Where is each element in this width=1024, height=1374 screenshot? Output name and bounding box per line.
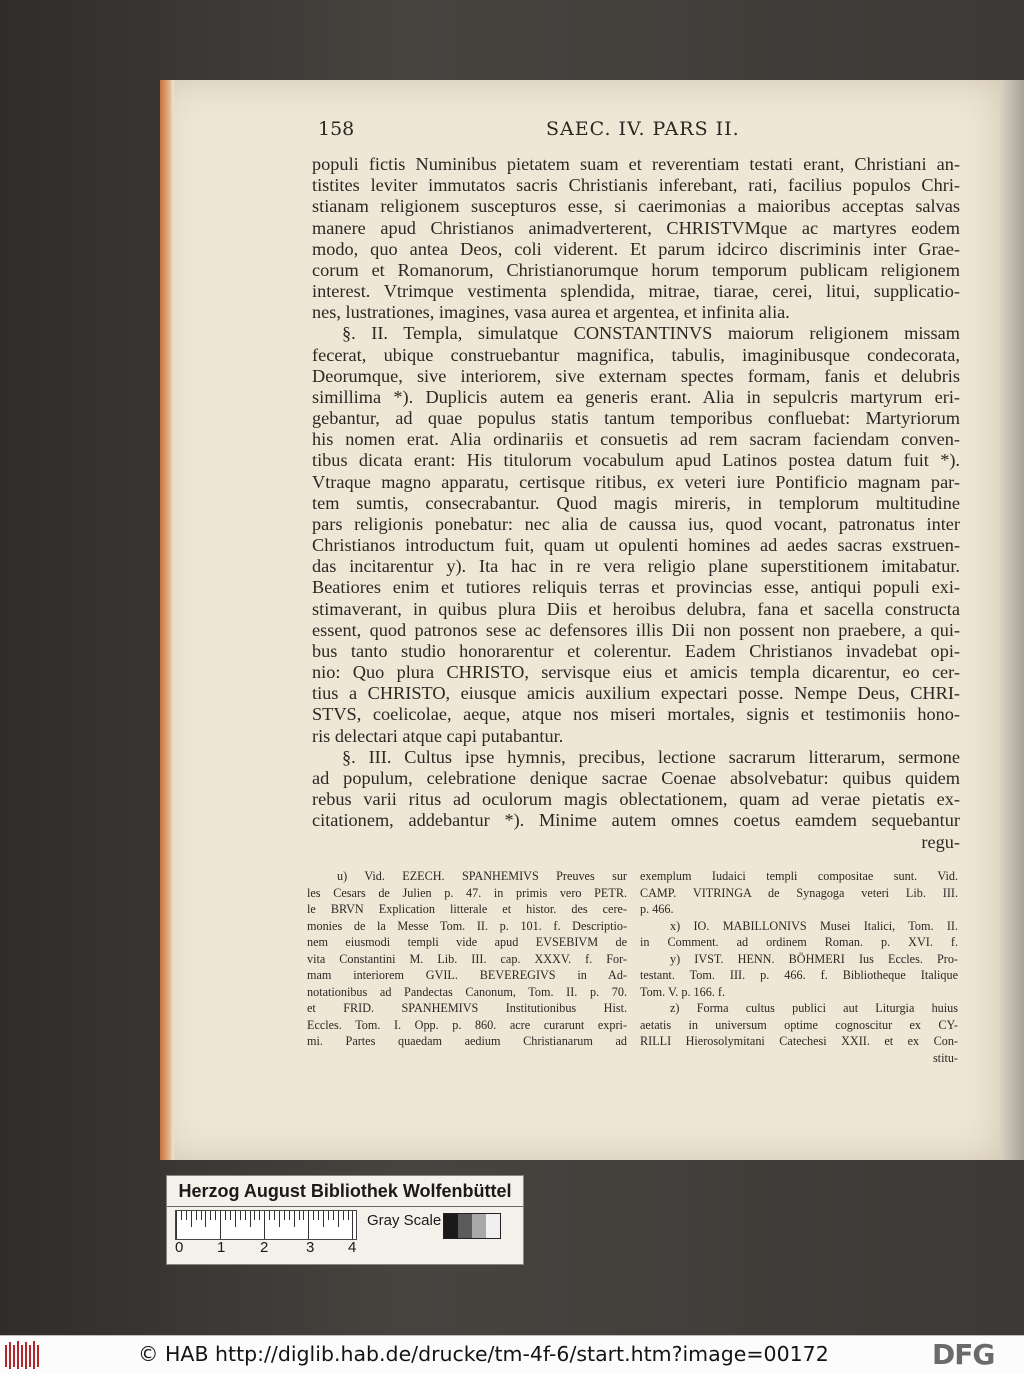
- page-edge: [160, 80, 174, 1160]
- ruler-tick: [308, 1211, 309, 1239]
- gray-scale-label: Gray Scale: [367, 1212, 442, 1229]
- footnote-line: in Comment. ad ordinem Roman. p. XVI. f.: [640, 935, 958, 950]
- ruler-tick: [205, 1211, 206, 1227]
- footnote-line: mi. Partes quaedam aedium Christianarum ad: [307, 1034, 627, 1049]
- text-line: §. III. Cultus ipse hymnis, precibus, lectione sacrarum litterarum, sermone: [342, 746, 960, 767]
- text-line: pars religionis ponebatur: nec alia de caussa ius, quod vocant, patronatus inter: [312, 513, 960, 534]
- ruler-tick: [343, 1211, 344, 1220]
- ruler-tick: [259, 1211, 260, 1220]
- text-line: stimaverant, in quibus plura Diis et heroibus delubra, fana et sacella constructa: [312, 598, 960, 619]
- text-line: gebantur, ad quae populus statis tantum temporibus confluebat: Martyriorum: [312, 408, 960, 429]
- ruler-number: 4: [348, 1239, 357, 1256]
- text-line: his nomen erat. Alia ordinariis et consuetis ad rem sacram faciendam conven-: [312, 429, 960, 450]
- text-line: Deorumque, sive interiorem, sive externam spectes formam, fanis et delubris: [312, 365, 960, 386]
- facing-page-strip: [1000, 80, 1024, 1160]
- footnotes-right-column: [640, 868, 958, 1067]
- ruler-tick: [201, 1211, 202, 1220]
- page-number: 158: [318, 118, 355, 140]
- ruler-tick: [215, 1211, 216, 1220]
- ruler-tick: [269, 1211, 270, 1220]
- ruler-tick: [254, 1211, 255, 1220]
- ruler-tick: [294, 1211, 295, 1227]
- ruler-tick: [240, 1211, 241, 1220]
- footnote-line: CAMP. VITRINGA de Synagoga veteri Lib. III.: [640, 885, 958, 900]
- ruler-number: 0: [175, 1239, 184, 1256]
- footnotes-left-column: [307, 868, 627, 1050]
- text-line: modo, quo antea Deos, coli viderent. Et parum idcirco discriminis inter Grae-: [312, 238, 960, 259]
- ruler-tick: [181, 1211, 182, 1220]
- text-line: manere apud Christianos animadverterent, CHRISTVMque ac martyres eodem: [312, 217, 960, 238]
- ruler-tick: [191, 1211, 192, 1227]
- footnote-line: Tom. V. p. 166. f.: [640, 984, 726, 999]
- ruler-tick: [279, 1211, 280, 1227]
- text-line: stianam religionem suscepturos esse, si caerimonias a maioribus acceptas salvas: [312, 196, 960, 217]
- footnote-line: y) IVST. HENN. BÖHMERI Ius Eccles. Pro-: [670, 951, 958, 966]
- ruler-tick: [318, 1211, 319, 1220]
- text-line: ris delectari atque capi putabantur.: [312, 725, 564, 746]
- footnote-line: aetatis in universum optime cognoscitur ex CY-: [640, 1017, 958, 1032]
- footnote-line: le BRVN Explication litterale et histor. des cere-: [307, 902, 627, 917]
- text-line: Christianos introductum fuit, quam ut opulenti homines ad aedes sacras exstruen-: [312, 535, 960, 556]
- footnote-line: les Cesars de Julien p. 47. in primis vero PETR.: [307, 885, 627, 900]
- text-line: tem sumtis, consecrabantur. Quod magis mireris, in templorum multitudine: [312, 492, 960, 513]
- text-line: interest. Vtrimque vestimenta splendida, mitrae, tiarae, cerei, litui, supplicatio-: [312, 281, 960, 302]
- text-line: essent, quod patronos sese ac defensores illis Dii non possent non praebere, a qui-: [312, 619, 960, 640]
- text-line: ad populum, celebratione denique sacrae Coenae absolvebatur: quibus quidem: [312, 767, 960, 788]
- ruler-tick: [176, 1211, 177, 1239]
- ruler-tick: [220, 1211, 221, 1239]
- ruler-tick: [274, 1211, 275, 1220]
- text-line: rebus varii ritus ad oculorum magis oblectationem, quam ad verae pietatis ex-: [312, 789, 960, 810]
- ruler-number: 2: [260, 1239, 269, 1256]
- footnote-line: RILLI Hierosolymitani Catechesi XXII. et ex Con-: [640, 1034, 958, 1049]
- footnote-line: Eccles. Tom. I. Opp. p. 860. acre curarunt expri-: [307, 1017, 627, 1032]
- ruler-tick: [338, 1211, 339, 1227]
- ruler-tick: [289, 1211, 290, 1220]
- ruler-tick: [225, 1211, 226, 1220]
- text-line: fecerat, ubique construebantur magnifica, tabulis, imaginibusque condecorata,: [312, 344, 960, 365]
- footnote-line: stitu-: [932, 1051, 958, 1066]
- footnote-line: u) Vid. EZECH. SPANHEMIVS Preuves sur: [337, 869, 627, 883]
- ruler-tick: [352, 1211, 353, 1239]
- footnote-line: p. 466.: [640, 902, 674, 917]
- text-line: regu-: [921, 831, 960, 852]
- ruler-tick: [333, 1211, 334, 1220]
- ruler-tick: [235, 1211, 236, 1227]
- ruler-tick: [210, 1211, 211, 1220]
- text-line: nio: Quo plura CHRISTO, servisque eius et amicis templa dicarentur, eo cer-: [312, 662, 960, 683]
- footnote-line: mam interiorem GVIL. BEVEREGIVS in Ad-: [307, 968, 627, 983]
- text-line: §. II. Templa, simulatque CONSTANTINVS maiorum religionem missam: [342, 323, 960, 344]
- ruler-tick: [245, 1211, 246, 1220]
- page-header: [318, 118, 958, 144]
- text-line: simillima *). Duplicis autem ea generis erant. Alia in sepulcris martyrum eri-: [312, 386, 960, 407]
- gray-swatch: [486, 1214, 500, 1238]
- ruler-tick: [264, 1211, 265, 1239]
- text-line: citationem, addebantur *). Minime autem omnes coetus eamdem sequebantur: [312, 810, 960, 831]
- text-line: Beatiores enim et tutiores reliquis terras et provincias esse, antiqui populi exi-: [312, 577, 960, 598]
- hab-logo-icon: [4, 1339, 44, 1371]
- text-line: das incitarentur y). Ita hac in re vera religio plane superstitionem imitabatur.: [312, 556, 960, 577]
- gray-swatch: [444, 1214, 458, 1238]
- ruler-tick: [303, 1211, 304, 1220]
- footnote-line: z) Forma cultus publici aut Liturgia huius: [670, 1001, 958, 1016]
- ruler-tick: [313, 1211, 314, 1220]
- text-line: Vtraque magno apparatu, certisque ritibus, ex veteri iure Pontificio magnam par-: [312, 471, 960, 492]
- ruler-tick: [230, 1211, 231, 1220]
- footnote-line: monies de la Messe Tom. II. p. 101. f. Descriptio-: [307, 918, 627, 933]
- ruler-tick: [348, 1211, 349, 1220]
- text-line: corum et Romanorum, Christianorumque horum temporum publicam religionem: [312, 259, 960, 280]
- library-label: [166, 1175, 524, 1265]
- ruler-tick: [299, 1211, 300, 1220]
- text-line: tistites leviter immutatos sacris Christianis inferebant, rati, facilius populos Chri-: [312, 175, 960, 196]
- library-title: Herzog August Bibliothek Wolfenbüttel: [167, 1176, 523, 1207]
- text-line: STVS, coelicolae, aeque, atque nos miseri mortales, signis et testimoniis hono-: [312, 704, 960, 725]
- ruler-tick: [284, 1211, 285, 1220]
- text-line: nes, lustrationes, imagines, vasa aurea et argentea, et infinita alia.: [312, 302, 790, 323]
- footnote-line: vita Constantini M. Lib. III. cap. XXXV. f. For-: [307, 951, 627, 966]
- ruler-tick: [328, 1211, 329, 1220]
- gray-swatch: [458, 1214, 472, 1238]
- footnote-line: exemplum Iudaici templi compositae sunt. Vid.: [640, 869, 958, 883]
- ruler-number: 1: [217, 1239, 226, 1256]
- text-line: populi fictis Numinibus pietatem suam et reverentiam testati erant, Christiani an-: [312, 154, 960, 174]
- text-line: tibus dicata erant: His titulorum vocabulum apud Latinos postea datum fuit *).: [312, 450, 960, 471]
- ruler-number: 3: [306, 1239, 315, 1256]
- ruler-tick: [186, 1211, 187, 1220]
- main-text: [312, 154, 960, 853]
- text-line: tius a CHRISTO, eiusque amicis auxilium expectari posse. Nempe Deus, CHRI-: [312, 683, 960, 704]
- ruler-tick: [196, 1211, 197, 1220]
- copyright-url-link[interactable]: © HAB http://diglib.hab.de/drucke/tm-4f-6/start.htm?image=00172: [138, 1342, 829, 1366]
- footnote-line: testant. Tom. III. p. 466. f. Bibliotheque Italique: [640, 968, 958, 983]
- scale-ruler: [175, 1210, 357, 1240]
- text-line: bus tanto studio honorarentur et colerentur. Eadem Christianos invadebat opi-: [312, 640, 960, 661]
- ruler-tick: [250, 1211, 251, 1227]
- ruler-tick: [323, 1211, 324, 1227]
- footer-bar: [0, 1335, 1024, 1374]
- footnote-line: nem eiusmodi templi vide apud EVSEBIVM de: [307, 935, 627, 950]
- dfg-logo: DFG: [932, 1338, 995, 1371]
- running-head: SAEC. IV. PARS II.: [546, 118, 740, 140]
- footnote-line: notationibus ad Pandectas Canonum, Tom. II. p. 70.: [307, 984, 627, 999]
- gray-scale-swatches: [443, 1213, 501, 1239]
- footnote-line: x) IO. MABILLONIVS Musei Italici, Tom. II.: [670, 918, 958, 933]
- gray-swatch: [472, 1214, 486, 1238]
- footnote-line: et FRID. SPANHEMIVS Institutionibus Hist.: [307, 1001, 627, 1016]
